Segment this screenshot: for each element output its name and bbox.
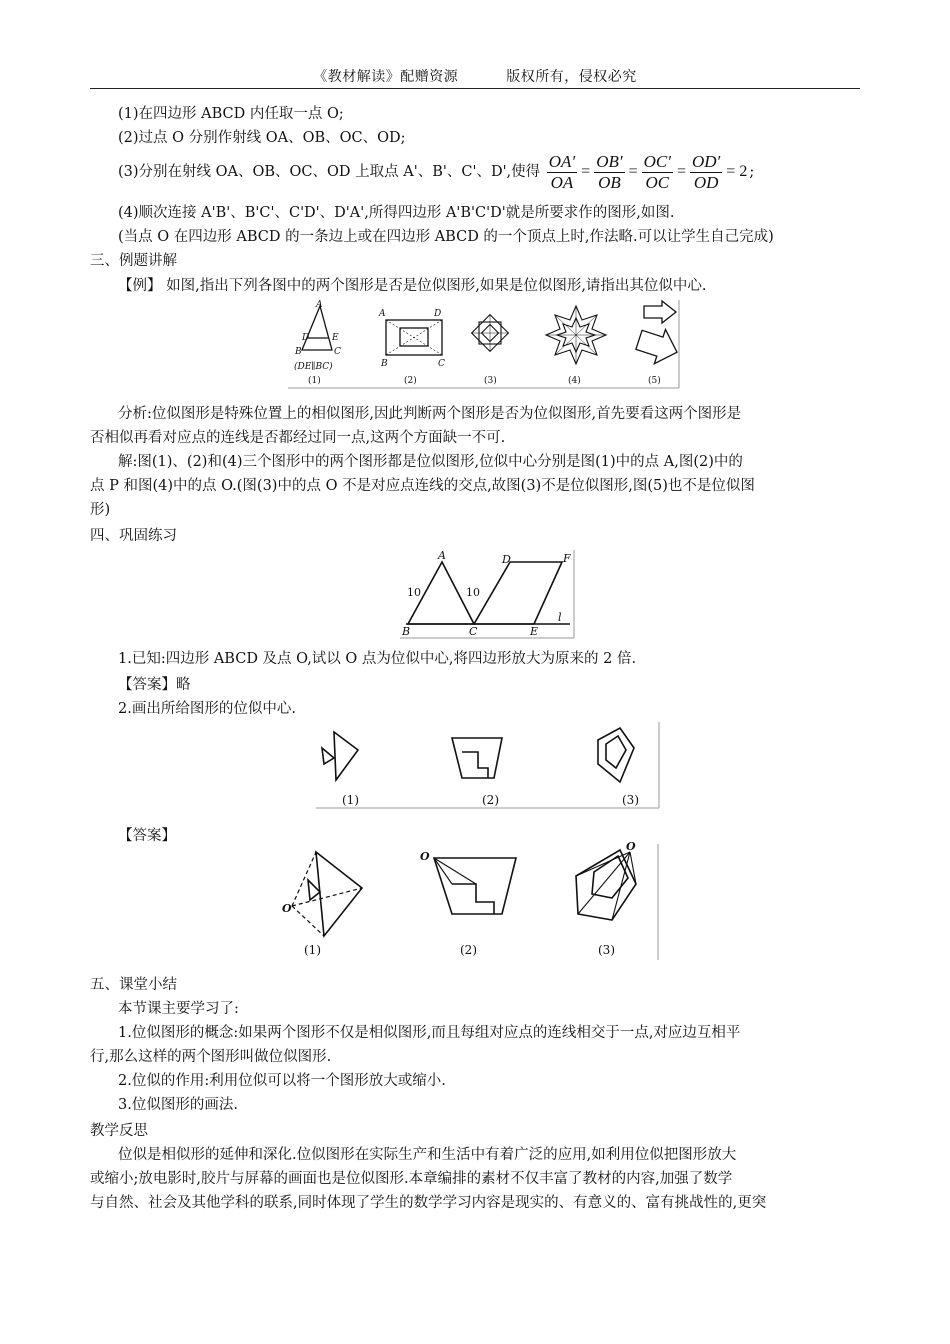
step-3-text: (3)分别在射线 OA、OB、OC、OD 上取点 A'、B'、C'、D',使得 xyxy=(118,164,541,180)
svg-text:O: O xyxy=(626,840,636,853)
figure-1-triangle xyxy=(302,306,332,350)
summary-point-3: 3.位似图形的画法. xyxy=(118,1097,238,1113)
solution-line-2: 点 P 和图(4)中的点 O.(图(3)中的点 O 不是对应点连线的交点,故图(3)不是位似图形,图(5)也不是位似图 xyxy=(90,478,755,494)
exercise-1-answer: 【答案】略 xyxy=(118,677,191,693)
ratio-value: 2 xyxy=(739,163,748,180)
reflection-line-2: 或缩小;放电影时,胶片与屏幕的画面也是位似图形.本章编排的素材不仅丰富了教材的内容,加强了数学 xyxy=(90,1171,733,1187)
q2-label-3: (3) xyxy=(622,793,639,807)
svg-text:C: C xyxy=(438,359,445,369)
svg-text:D: D xyxy=(302,333,310,343)
section-3-title: 三、例题讲解 xyxy=(90,253,177,269)
section-5-title: 五、课堂小结 xyxy=(90,977,177,993)
svg-text:D: D xyxy=(502,553,511,566)
fig-label-5: (5) xyxy=(648,376,661,386)
step-2: (2)过点 O 分别作射线 OA、OB、OC、OD; xyxy=(118,130,406,146)
svg-text:l: l xyxy=(558,611,562,624)
exercise-2-answer: 【答案】 xyxy=(118,828,176,844)
solution-line-3: 形) xyxy=(90,502,111,518)
exercise-1: 1.已知:四边形 ABCD 及点 O,试以 O 点为位似中心,将四边形放大为原来的 2 倍. xyxy=(118,651,637,667)
svg-text:B: B xyxy=(381,359,388,369)
fig-label-3: (3) xyxy=(484,376,497,386)
answer-label-2: (2) xyxy=(460,943,477,957)
figure-2-rectangles xyxy=(386,320,442,355)
svg-text:C: C xyxy=(469,625,478,638)
reflection-title: 教学反思 xyxy=(90,1123,148,1139)
step-5-note: (当点 O 在四边形 ABCD 的一条边上或在四边形 ABCD 的一个顶点上时,作法略.可以让学生自己完成) xyxy=(118,229,774,245)
ratio-fraction-od: $\frac{OD'}{OD}$ xyxy=(692,151,721,192)
header-right: 版权所有，侵权必究 xyxy=(506,69,637,85)
side-length-mid: 10 xyxy=(466,586,480,599)
summary-point-1a: 1.位似图形的概念:如果两个图形不仅是相似图形,而且每组对应点的连线相交于一点,对应边互相平 xyxy=(118,1025,741,1041)
figure-5-arrows xyxy=(633,301,681,369)
ratio-fraction-ob: $\frac{OB'}{OB}$ xyxy=(596,151,623,192)
ratio-fraction-oc: $\frac{OC'}{OC}$ xyxy=(643,151,671,192)
svg-text:O: O xyxy=(282,902,292,915)
svg-text:A: A xyxy=(316,300,323,310)
figure-4-stars xyxy=(546,306,606,364)
reflection-line-1: 位似是相似形的延伸和深化.位似图形在实际生产和生活中有着广泛的应用,如利用位似把图形放大 xyxy=(118,1147,737,1163)
svg-text:O: O xyxy=(420,850,430,863)
exercise-2: 2.画出所给图形的位似中心. xyxy=(118,701,296,717)
exercise-figure xyxy=(398,548,578,640)
q2-label-1: (1) xyxy=(342,793,359,807)
q2-label-2: (2) xyxy=(482,793,499,807)
fig-label-4: (4) xyxy=(568,376,581,386)
svg-text:C: C xyxy=(334,347,341,357)
summary-intro: 本节课主要学习了: xyxy=(118,1001,239,1017)
answer-figures xyxy=(280,840,662,964)
section-4-title: 四、巩固练习 xyxy=(90,528,177,544)
header-left: 《教材解读》配赠资源 xyxy=(313,69,459,85)
fig-label-1: (1) xyxy=(308,376,321,386)
reflection-line-3: 与自然、社会及其他学科的联系,同时体现了学生的数学学习内容是现实的、有意义的、富有挑战性的,更突 xyxy=(90,1195,767,1211)
figure-3-squares xyxy=(472,315,509,352)
exercise-2-figures xyxy=(314,720,662,810)
answer-label-1: (1) xyxy=(304,943,321,957)
step-4: (4)顺次连接 A'B'、B'C'、C'D'、D'A',所得四边形 A'B'C'D'就是所要求作的图形,如图. xyxy=(118,205,675,221)
svg-text:E: E xyxy=(530,625,539,638)
example-question: 【例】 如图,指出下列各图中的两个图形是否是位似图形,如果是位似图形,请指出其位似中心. xyxy=(118,278,707,294)
svg-text:A: A xyxy=(379,309,386,319)
figure-1-note: (DE∥BC) xyxy=(294,362,333,372)
analysis-line-1: 分析:位似图形是特殊位置上的相似图形,因此判断两个图形是否为位似图形,首先要看这两个图形是 xyxy=(118,406,742,422)
summary-point-1b: 行,那么这样的两个图形叫做位似图形. xyxy=(90,1049,332,1065)
analysis-line-2: 否相似再看对应点的连线是否都经过同一点,这两个方面缺一不可. xyxy=(90,430,506,446)
svg-text:E: E xyxy=(332,333,339,343)
summary-point-2: 2.位似的作用:利用位似可以将一个图形放大或缩小. xyxy=(118,1073,446,1089)
svg-text:B: B xyxy=(295,347,302,357)
svg-text:A: A xyxy=(438,549,446,562)
answer-label-3: (3) xyxy=(598,943,615,957)
solution-line-1: 解:图(1)、(2)和(4)三个图形中的两个图形都是位似图形,位似中心分别是图(1)中的点 A,图(2)中的 xyxy=(118,454,743,470)
example-figures xyxy=(286,298,681,390)
side-length-left: 10 xyxy=(407,586,421,599)
svg-text:F: F xyxy=(563,552,571,565)
step-3: (3)分别在射线 OA、OB、OC、OD 上取点 A'、B'、C'、D',使得 $\frac{OA'}{OA}$ = $\frac{OB'}{OB}$ = $\frac{OC'}{OC}$ = $\frac{OD'}{OD}$ = 2 ; xyxy=(118,151,755,192)
svg-text:B: B xyxy=(402,625,411,638)
ratio-fraction-oa: $\frac{OA'}{OA}$ xyxy=(548,151,576,192)
fig-label-2: (2) xyxy=(404,376,417,386)
page-header xyxy=(90,66,860,89)
svg-text:D: D xyxy=(434,309,442,319)
step-1: (1)在四边形 ABCD 内任取一点 O; xyxy=(118,106,344,122)
